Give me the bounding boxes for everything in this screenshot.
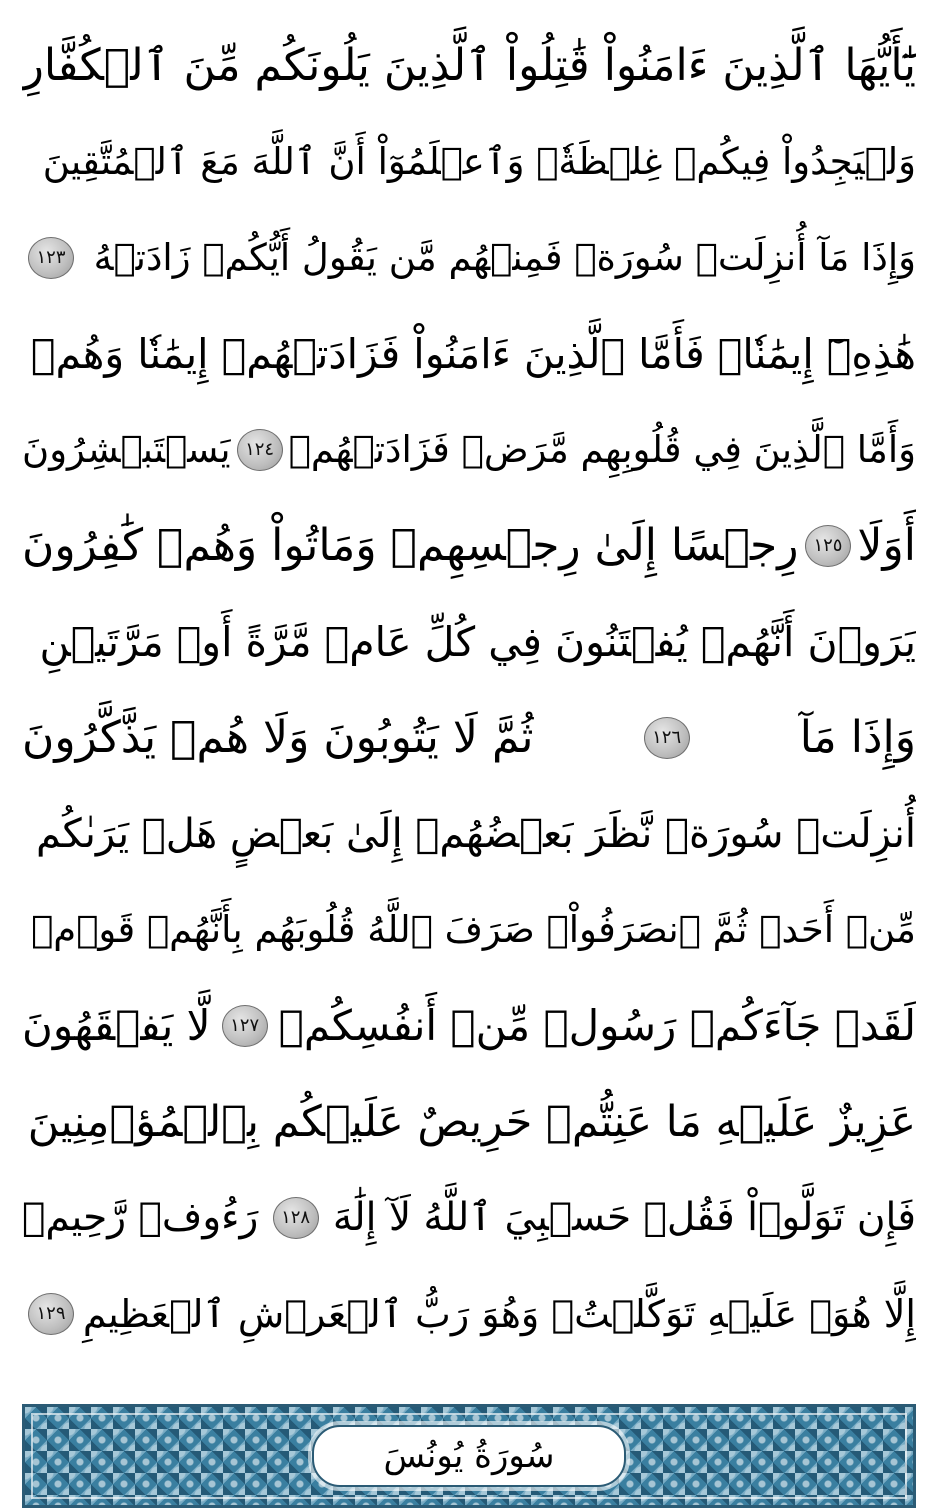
line-text: يَٰٓأَيُّهَا ٱلَّذِينَ ءَامَنُواْ قَٰتِلُواْ ٱلَّذِينَ يَلُونَكُم مِّنَ ٱلۡكُفَّارِ [22,40,916,91]
text-line-3 [22,210,916,306]
line-text: لَقَدۡ جَآءَكُمۡ رَسُولٞ مِّنۡ أَنفُسِكُمۡ [278,1001,916,1050]
line-text: يَسۡتَبۡشِرُونَ [22,428,231,471]
text-line-1 [22,18,916,114]
text-line-10 [22,882,916,978]
line-text: لَّا يَفۡقَهُونَ [22,1001,211,1050]
ayah-number-marker: ١٢٣ [28,237,74,279]
text-line-9 [22,786,916,882]
text-line-14 [22,1266,916,1362]
text-line-5 [22,402,916,498]
text-line-2 [22,114,916,210]
surah-title-cartouche [312,1425,626,1487]
ayah-number-marker: ١٢٩ [28,1293,74,1335]
line-text: أُنزِلَتۡ سُورَةٞ نَّظَرَ بَعۡضُهُمۡ إِلَىٰ بَعۡضٍ هَلۡ يَرَىٰكُم [36,811,916,857]
text-line-8 [22,690,916,786]
line-text: فَإِن تَوَلَّوۡاْ فَقُلۡ حَسۡبِيَ ٱللَّهُ لَآ إِلَٰهَ [332,1195,916,1240]
line-text: وَأَمَّا ٱلَّذِينَ فِي قُلُوبِهِم مَّرَضٞ فَزَادَتۡهُمۡ [288,428,916,471]
line-text: ثُمَّ لَا يَتُوبُونَ وَلَا هُمۡ يَذَّكَّرُونَ [22,712,534,763]
line-text: وَإِذَا مَآ أُنزِلَتۡ سُورَةٞ فَمِنۡهُم مَّن يَقُولُ أَيُّكُمۡ زَادَتۡهُ [93,236,916,279]
surah-title: سُورَةُ يُونُسَ [383,1436,555,1476]
line-text: مِّنۡ أَحَدٖ ثُمَّ ٱنصَرَفُواْۚ صَرَفَ ٱللَّهُ قُلُوبَهُم بِأَنَّهُمۡ قَوۡمٞ [31,908,916,951]
text-line-13 [22,1170,916,1266]
line-text: عَزِيزٌ عَلَيۡهِ مَا عَنِتُّمۡ حَرِيصٌ عَلَيۡكُم بِٱلۡمُؤۡمِنِينَ [27,1097,916,1147]
ayah-number-marker: ١٢٤ [237,429,283,471]
ayah-number-marker: ١٢٨ [273,1197,319,1239]
text-line-12 [22,1074,916,1170]
line-text: وَلۡيَجِدُواْ فِيكُمۡ غِلۡظَةٗۚ وَٱعۡلَمُوٓاْ أَنَّ ٱللَّهَ مَعَ ٱلۡمُتَّقِينَ [42,140,916,183]
surah-header-banner [22,1404,916,1508]
ayah-number-marker: ١٢٥ [805,525,851,567]
text-line-4 [22,306,916,402]
line-text: هَٰذِهِۦٓ إِيمَٰنٗاۚ فَأَمَّا ٱلَّذِينَ ءَامَنُواْ فَزَادَتۡهُمۡ إِيمَٰنٗا وَهُمۡ [30,330,916,378]
line-text: يَرَوۡنَ أَنَّهُمۡ يُفۡتَنُونَ فِي كُلِّ عَامٖ مَّرَّةً أَوۡ مَرَّتَيۡنِ [39,618,916,666]
line-text: رِجۡسًا إِلَىٰ رِجۡسِهِمۡ وَمَاتُواْ وَهُمۡ كَٰفِرُونَ [22,520,799,571]
line-text: إِلَّا هُوَۖ عَلَيۡهِ تَوَكَّلۡتُۖ وَهُوَ رَبُّ ٱلۡعَرۡشِ ٱلۡعَظِيمِ [82,1292,916,1336]
line-text: أَوَلَا [857,520,916,571]
text-line-11 [22,978,916,1074]
ayah-number-marker: ١٢٦ [644,717,690,759]
text-line-6 [22,498,916,594]
line-text: رَءُوفٞ رَّحِيمٞ [22,1195,259,1240]
ayah-number-marker: ١٢٧ [222,1005,268,1047]
verse-lines [22,18,916,1362]
line-text: وَإِذَا مَآ [799,712,916,763]
text-line-7 [22,594,916,690]
